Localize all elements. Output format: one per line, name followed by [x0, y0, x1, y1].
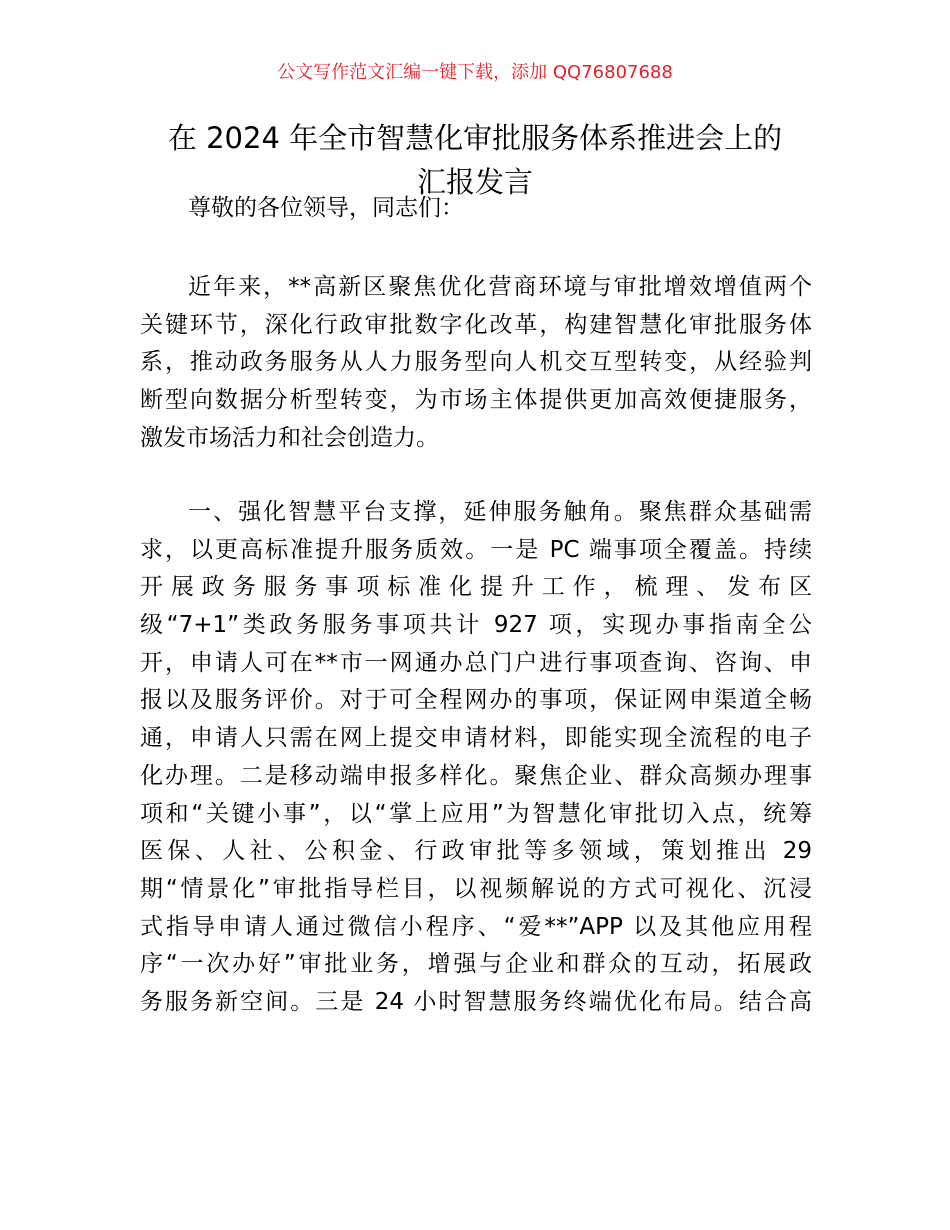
paragraph-intro: [140, 269, 812, 457]
text-line: 化办理。二是移动端申报多样化。聚焦企业、群众高频办理事: [140, 762, 812, 789]
salutation: [140, 190, 812, 228]
download-banner[interactable]: 公文写作范文汇编一键下载，添加 QQ76807688: [277, 62, 673, 83]
title-line: 汇报发言: [416, 165, 533, 199]
text-line: 系，推动政务服务从人力服务型向人机交互型转变，从经验判: [140, 349, 812, 376]
salutation-text: 尊敬的各位领导，同志们：: [188, 195, 464, 221]
text-line: 项和“关键小事”，以“掌上应用”为智慧化审批切入点，统筹: [140, 800, 812, 827]
text-line: 关键环节，深化行政审批数字化改革，构建智慧化审批服务体: [140, 311, 812, 338]
text-line: 断型向数据分析型转变，为市场主体提供更加高效便捷服务，: [140, 387, 812, 414]
text-line: 开展政务服务事项标准化提升工作，梳理、发布区: [140, 574, 812, 601]
text-line: 级“7+1”类政务服务事项共计 927 项，实现办事指南全公: [140, 612, 812, 639]
text-line: 近年来，**高新区聚焦优化营商环境与审批增效增值两个: [188, 274, 812, 300]
text-line: 序“一次办好”审批业务，增强与企业和群众的互动，拓展政: [140, 951, 812, 978]
text-line: 期“情景化”审批指导栏目，以视频解说的方式可视化、沉浸: [140, 875, 812, 902]
text-line: 求，以更高标准提升服务质效。一是 PC 端事项全覆盖。持续: [140, 536, 812, 563]
text-line: 式指导申请人通过微信小程序、“爱**”APP 以及其他应用程: [140, 913, 812, 940]
text-line: 报以及服务评价。对于可全程网办的事项，保证网申渠道全畅: [140, 687, 812, 714]
text-line: 通，申请人只需在网上提交申请材料，即能实现全流程的电子: [140, 725, 812, 752]
text-line: 医保、人社、公积金、行政审批等多领域，策划推出 29: [140, 838, 812, 865]
title-line: 在 2024 年全市智慧化审批服务体系推进会上的: [167, 121, 783, 155]
text-line: 务服务新空间。三是 24 小时智慧服务终端优化布局。结合高: [140, 988, 812, 1015]
text-line: 开，申请人可在**市一网通办总门户进行事项查询、咨询、申: [140, 649, 812, 676]
text-line: 激发市场活力和社会创造力。: [140, 424, 439, 451]
text-line: 一、强化智慧平台支撑，延伸服务触角。聚焦群众基础需: [188, 499, 812, 525]
paragraph-section-1: [140, 494, 812, 1022]
